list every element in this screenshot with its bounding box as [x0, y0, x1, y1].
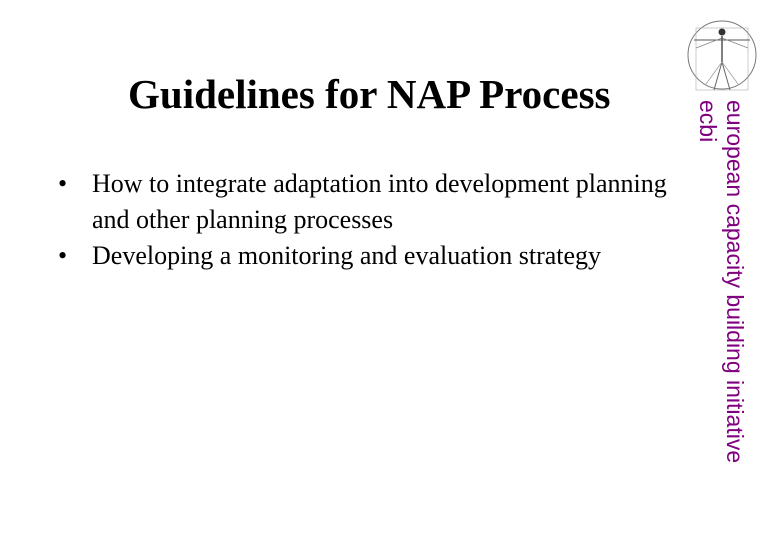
bullet-text: Developing a monitoring and evaluation strategy — [92, 241, 602, 270]
vitruvian-man-icon — [686, 18, 758, 92]
bullet-item — [58, 166, 698, 238]
org-name: european capacity building initiative — [722, 100, 748, 464]
bullet-item — [58, 238, 698, 274]
bullet-marker: • — [58, 241, 68, 270]
org-branding-vertical — [694, 100, 748, 520]
bullet-text: How to integrate adaptation into development planning and other planning processes — [92, 169, 667, 234]
org-abbr: ecbi — [695, 100, 721, 143]
bullet-marker: • — [58, 169, 68, 198]
bullet-list — [58, 166, 698, 274]
slide-title: Guidelines for NAP Process — [128, 71, 611, 117]
